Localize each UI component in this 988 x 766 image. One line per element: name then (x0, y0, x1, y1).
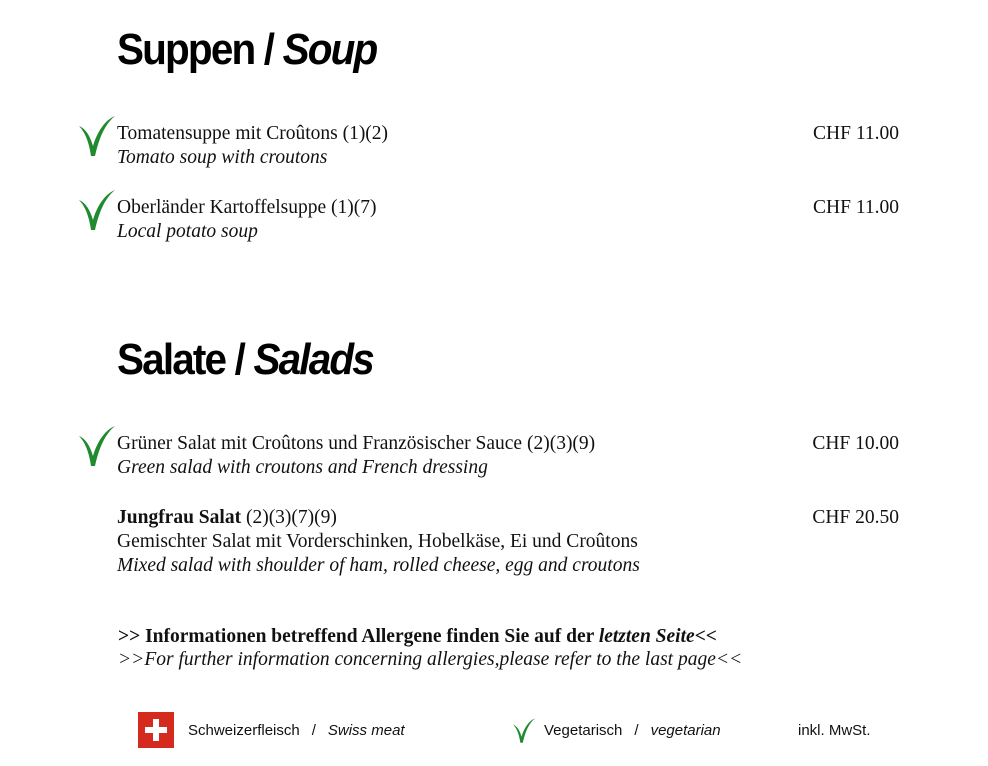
item-allergens: (2)(3)(7)(9) (241, 507, 337, 528)
menu-item-jungfrau-salad (117, 506, 899, 578)
item-price: CHF 10.00 (812, 433, 899, 454)
vegetarian-leaf-icon (77, 422, 117, 468)
legend-swiss-meat (138, 712, 405, 748)
menu-item-potato-soup (117, 196, 899, 244)
legend-separator: / (311, 721, 316, 739)
item-price: CHF 11.00 (813, 123, 899, 144)
item-name: Grüner Salat mit Croûtons und Französischer Sauce (2)(3)(9) (117, 433, 596, 454)
item-name-bold: Jungfrau Salat (117, 507, 242, 528)
item-description: Gemischter Salat mit Vorderschinken, Hobelkäse, Ei und Croûtons (117, 531, 638, 552)
legend-veg-en: vegetarian (650, 721, 721, 739)
item-price: CHF 20.50 (812, 507, 899, 528)
item-name (117, 506, 899, 530)
salads-heading-de: Salate / (117, 335, 245, 384)
menu-item-tomato-soup (117, 122, 899, 170)
item-translation: Local potato soup (117, 221, 258, 242)
allergy-info-de-suffix: << (694, 626, 717, 647)
legend-vat (798, 712, 871, 748)
item-translation: Mixed salad with shoulder of ham, rolled cheese, egg and croutons (117, 555, 640, 576)
item-name: Oberländer Kartoffelsuppe (1)(7) (117, 197, 377, 218)
soup-heading (117, 25, 377, 74)
item-translation: Green salad with croutons and French dressing (117, 457, 488, 478)
menu-item-green-salad (117, 432, 899, 480)
vegetarian-leaf-icon (511, 716, 537, 744)
soup-heading-de: Suppen / (117, 25, 274, 74)
legend-swiss-label: Schweizerfleisch (188, 721, 300, 739)
item-translation: Tomato soup with croutons (117, 147, 328, 168)
allergy-info-de-prefix: >> Informationen betreffend Allergene finden Sie auf der (118, 626, 599, 647)
salads-heading-en: Salads (253, 335, 373, 384)
legend-veg-label: Vegetarisch (544, 721, 623, 739)
vegetarian-leaf-icon (77, 186, 117, 232)
allergy-info-de (118, 625, 742, 648)
soup-heading-en: Soup (282, 25, 377, 74)
allergy-info-de-italic: letzten Seite (598, 626, 695, 647)
item-name: Tomatensuppe mit Croûtons (1)(2) (117, 123, 389, 144)
item-price: CHF 11.00 (813, 197, 899, 218)
legend-separator: / (634, 721, 639, 739)
vegetarian-leaf-icon (77, 112, 117, 158)
legend-swiss-en: Swiss meat (327, 721, 405, 739)
vat-note: inkl. MwSt. (798, 721, 871, 739)
legend-vegetarian (511, 712, 721, 748)
allergy-info (118, 625, 742, 671)
swiss-flag-icon (138, 712, 174, 748)
allergy-info-en: >>For further information concerning allergies,please refer to the last page<< (118, 649, 743, 670)
salads-heading (117, 335, 373, 384)
